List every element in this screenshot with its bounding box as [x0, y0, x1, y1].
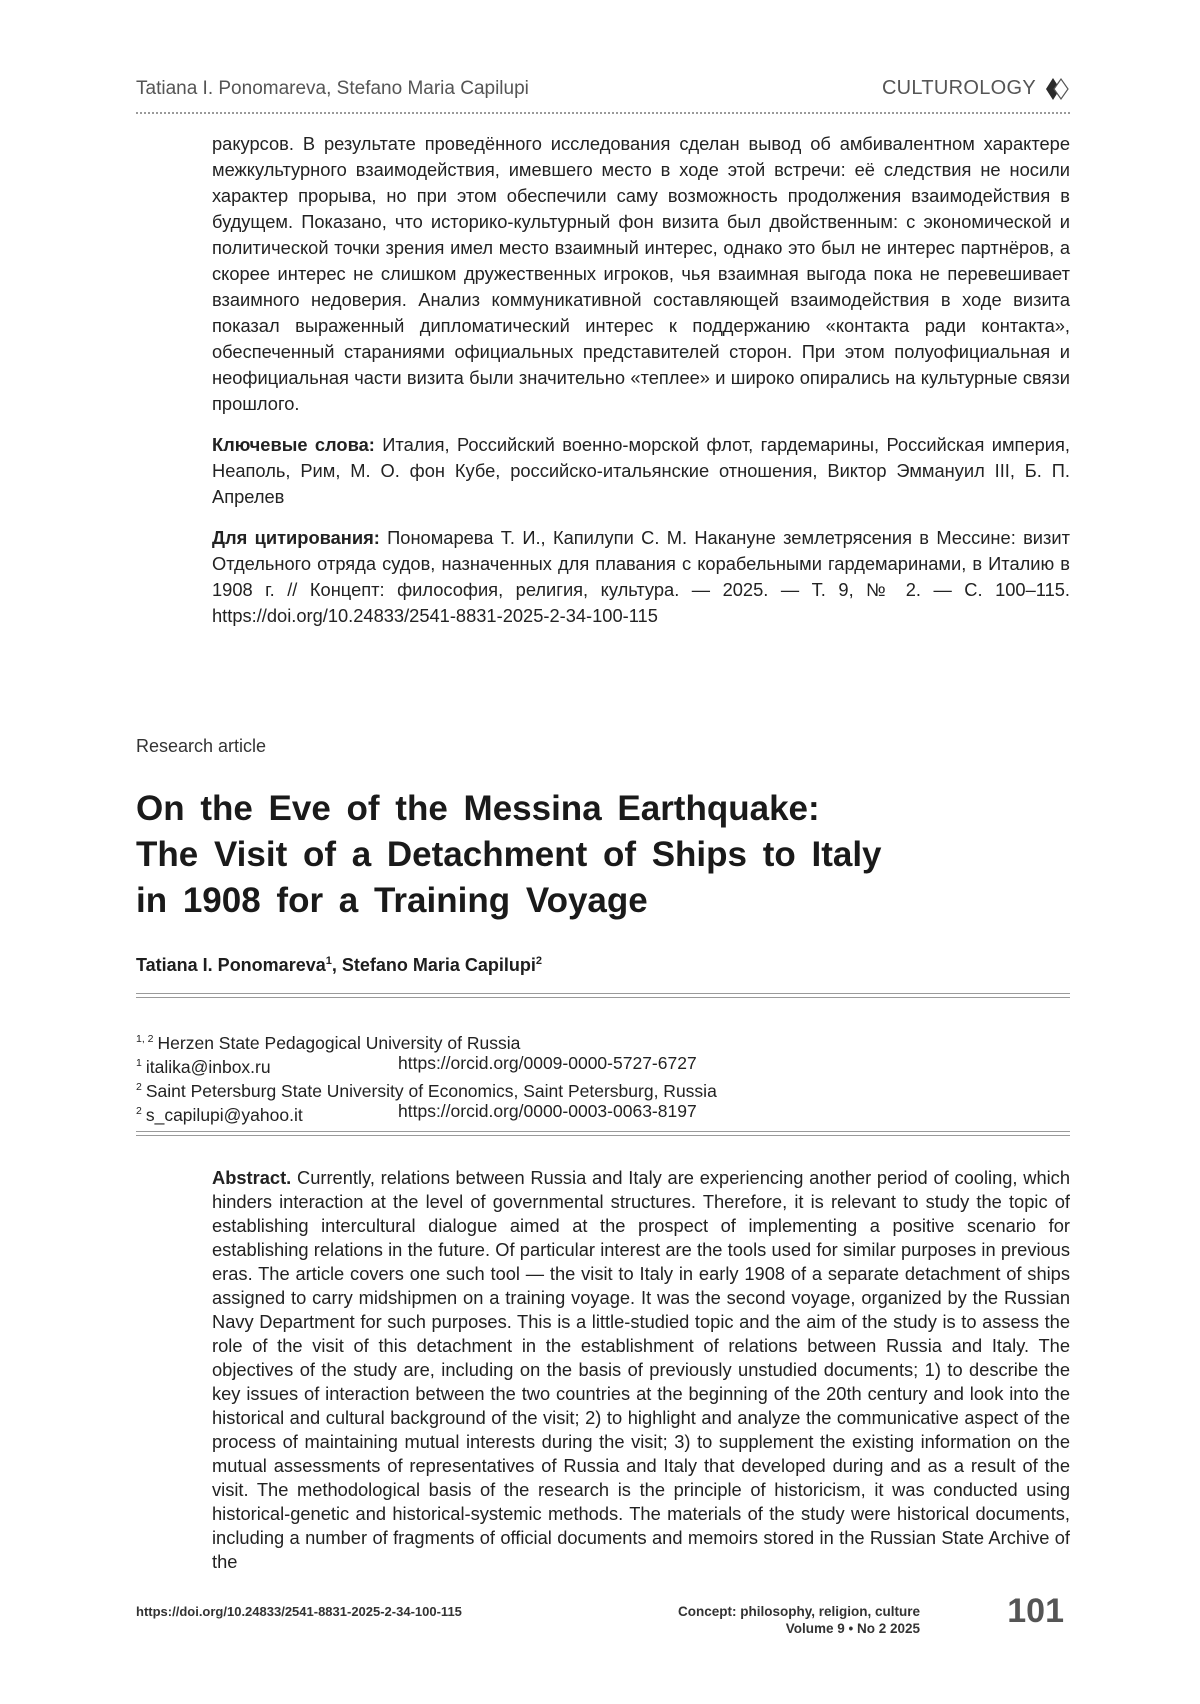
running-header — [136, 74, 1070, 108]
author-1-orcid-link[interactable]: https://orcid.org/0009-0000-5727-6727 — [398, 1053, 697, 1073]
author-1: Tatiana I. Ponomareva — [136, 955, 326, 975]
affiliation-sup: 2 — [136, 1081, 142, 1093]
affiliations — [136, 1027, 1036, 1123]
russian-citation — [212, 525, 1070, 629]
affiliation-row — [136, 1075, 1036, 1099]
russian-keywords-label: Ключевые слова: — [212, 434, 375, 455]
article-authors — [136, 955, 542, 976]
header-section: CULTUROLOGY — [881, 77, 1036, 99]
russian-keywords-text: Италия, Российский военно-морской флот, гардемарины, Российская империя, Неаполь, Рим, М. О. фон Кубе, российско-итальянские отношения, Виктор Эммануил III, Б. П. Апрелев — [212, 434, 1070, 507]
footer-volume-issue: Volume 9 • No 2 2025 — [785, 1621, 920, 1636]
english-abstract — [212, 1166, 1070, 1574]
authors-divider — [136, 993, 1070, 998]
russian-abstract-text: ракурсов. В результате проведённого исследования сделан вывод об амбивалентном характере межкультурного взаимодействия, имевшего место в ходе этой встречи: её следствия не носили характер прорыва, но при этом обеспечили саму возможность продолжения взаимодействия в будущем. Показано, что историко-культурный фон визита был двойственным: с экономической и политической точки зрения имел место взаимный интерес, однако это был не интерес партнёров, а скорее интерес не слишком дружественных игроков, чья взаимная выгода пока не перевешивает взаимного недоверия. Анализ коммуникативной составляющей взаимодействия в ходе визита показал выраженный дипломатический интерес к поддержанию «контакта ради контакта», обеспеченный стараниями официальных представителей сторон. При этом полуофициальная и неофициальная части визита были значительно «теплее» и широко опирались на культурные связи прошлого. — [212, 133, 1070, 414]
title-line-3: in 1908 for a Training Voyage — [136, 881, 648, 920]
russian-citation-label: Для цитирования: — [212, 527, 380, 548]
russian-keywords — [212, 432, 1070, 510]
article-title — [136, 786, 1036, 924]
russian-abstract-block — [212, 131, 1070, 629]
affiliation-text: Saint Petersburg State University of Economics, Saint Petersburg, Russia — [145, 1080, 717, 1101]
page-number: 101 — [1007, 1592, 1064, 1630]
affiliation-sup: 2 — [136, 1105, 142, 1117]
author-2-orcid-link[interactable]: https://orcid.org/0000-0003-0063-8197 — [398, 1101, 697, 1121]
header-authors: Tatiana I. Ponomareva, Stefano Maria Capilupi — [136, 78, 529, 99]
author-2-email[interactable]: s_capilupi@yahoo.it — [145, 1104, 303, 1125]
abstract-text: Currently, relations between Russia and Italy are experiencing another period of cooling, which hinders interaction at the level of governmental structures. Therefore, it is relevant to study the topic of establishing intercultural dialogue aimed at the prospect of implementing a positive scenario for establishing relations in the future. Of particular interest are the tools used for similar purposes in previous eras. The article covers one such tool — the visit to Italy in early 1908 of a separate detachment of ships assigned to carry midshipmen on a training voyage. It was the second voyage, organized by the Russian Navy Department for such purposes. This is a little-studied topic and the aim of the study is to assess the role of the visit of this detachment in the establishment of relations between Russia and Italy. The objectives of the study are, including on the basis of previously unstudied documents; 1) to describe the key issues of interaction between the two countries at the beginning of the 20th century and look into the historical and cultural background of the visit; 2) to highlight and analyze the communicative aspect of the process of maintaining mutual interests during the visit; 3) to supplement the existing information on the mutual assessments of representatives of Russia and Italy that developed during and as a result of the visit. The methodological basis of the research is the principle of historicism, it was conducted using historical-genetic and historical-systemic methods. The materials of the study were historical documents, including a number of fragments of official documents and memoirs stored in the Russian State Archive of the — [212, 1167, 1070, 1572]
author-1-email[interactable]: italika@inbox.ru — [145, 1056, 271, 1077]
title-line-1: On the Eve of the Messina Earthquake: — [136, 789, 820, 828]
diamond-logo-icon — [1040, 76, 1070, 102]
author-2: Stefano Maria Capilupi — [341, 955, 536, 975]
author-2-sup: 2 — [535, 955, 543, 967]
affiliation-sup: 1, 2 — [136, 1033, 154, 1045]
footer-journal-info — [620, 1603, 920, 1637]
author-1-sup: 1 — [325, 955, 332, 967]
article-type: Research article — [136, 736, 267, 756]
footer-doi-link[interactable]: https://doi.org/10.24833/2541-8831-2025-2-34-100-115 — [136, 1604, 462, 1619]
header-divider — [136, 112, 1070, 114]
footer-journal-name: Concept: philosophy, religion, culture — [677, 1604, 920, 1619]
abstract-label: Abstract. — [212, 1167, 292, 1188]
title-line-2: The Visit of a Detachment of Ships to Italy — [136, 835, 882, 874]
affiliations-divider — [136, 1131, 1070, 1136]
affiliation-text: Herzen State Pedagogical University of Russia — [157, 1032, 521, 1053]
affiliation-row — [136, 1027, 1036, 1051]
author-separator: , — [331, 955, 342, 975]
russian-citation-text: Пономарева Т. И., Капилупи С. М. Накануне землетрясения в Мессине: визит Отдельного отряда судов, назначенных для плавания с корабельными гардемаринами, в Италию в 1908 г. // Концепт: философия, религия, культура. — 2025. — Т. 9, № 2. — С. 100–115. https://doi.org/10.24833/2541-8831-2025-2-34-100-115 — [212, 527, 1070, 626]
affiliation-row — [136, 1099, 1036, 1123]
affiliation-sup: 1 — [136, 1057, 142, 1069]
affiliation-row — [136, 1051, 1036, 1075]
